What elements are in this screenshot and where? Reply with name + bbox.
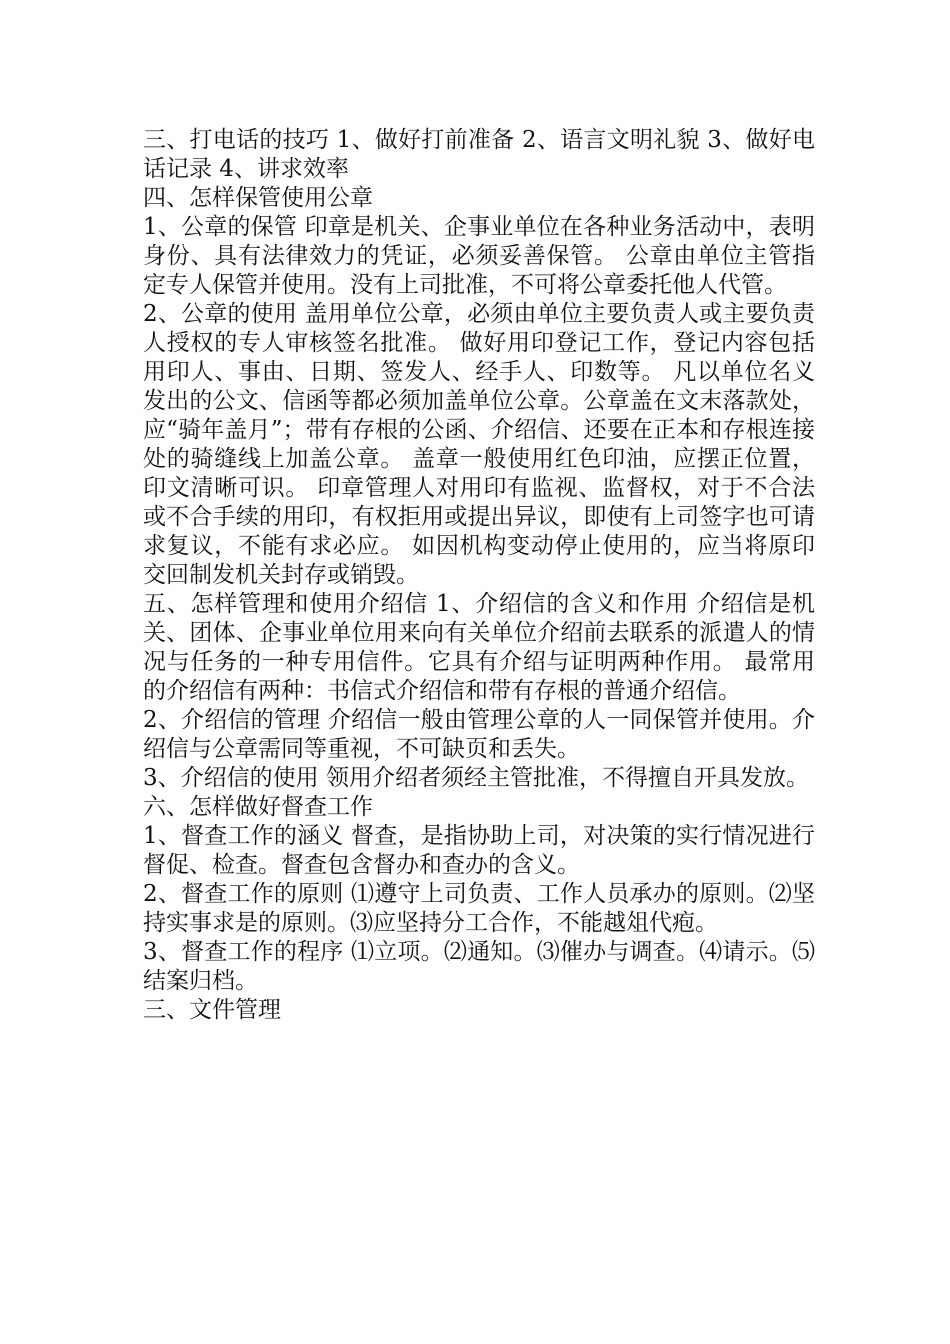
paragraph-supervision-procedure: 3、督查工作的程序 ⑴立项。⑵通知。⑶催办与调查。⑷请示。⑸结案归档。 [143,939,815,994]
paragraph-seal-usage: 2、公章的使用 盖用单位公章，必须由单位主要负责人或主要负责人授权的专人审核签名批准。 做好用印登记工作，登记内容包括用印人、事由、日期、签发人、经手人、印数等。 凡以单位名义发出的公文、信函等都必须加盖单位公章。公章盖在文末落款处，应“骑年盖月”；带有存根的公函、介绍信、还要在正本和存根连接处的骑缝线上加盖公章。 盖章一般使用红色印油，应摆正位置，印文清晰可识。 印章管理人对用印有监视、监督权，对于不合法或不合手续的用印，有权拒用或提出异议，即使有上司签字也可请求复议，不能有求必应。 如因机构变动停止使用的，应当将原印交回制发机关封存或销毁。 [143,301,815,588]
paragraph-intro-letter: 五、怎样管理和使用介绍信 1、介绍信的含义和作用 介绍信是机关、团体、企事业单位用来向有关单位介绍前去联系的派遣人的情况与任务的一种专用信件。它具有介绍与证明两种作用。 最常用的介绍信有两种：书信式介绍信和带有存根的普通介绍信。 [143,591,815,704]
heading-seal-management: 四、怎样保管使用公章 [143,185,373,211]
paragraph-supervision-principles: 2、督查工作的原则 ⑴遵守上司负责、工作人员承办的原则。⑵坚持实事求是的原则。⑶应坚持分工合作，不能越俎代疱。 [143,881,815,936]
heading-supervision: 六、怎样做好督查工作 [143,794,373,820]
heading-file-management: 三、文件管理 [143,997,281,1023]
paragraph-seal-custody: 1、公章的保管 印章是机关、企事业单位在各种业务活动中，表明身份、具有法律效力的凭证，必须妥善保管。 公章由单位主管指定专人保管并使用。没有上司批准，不可将公章委托他人代管。 [143,214,815,298]
paragraph-phone-skills: 三、打电话的技巧 1、做好打前准备 2、语言文明礼貌 3、做好电话记录 4、讲求效率 [143,127,815,182]
paragraph-intro-letter-usage: 3、介绍信的使用 领用介绍者须经主管批准，不得擅自开具发放。 [143,765,809,791]
document-body [143,126,815,1025]
paragraph-intro-letter-management: 2、介绍信的管理 介绍信一般由管理公章的人一同保管并使用。介绍信与公章需同等重视，不可缺页和丢失。 [143,707,815,762]
paragraph-supervision-meaning: 1、督查工作的涵义 督查，是指协助上司，对决策的实行情况进行督促、检查。督查包含督办和查办的含义。 [143,823,815,878]
